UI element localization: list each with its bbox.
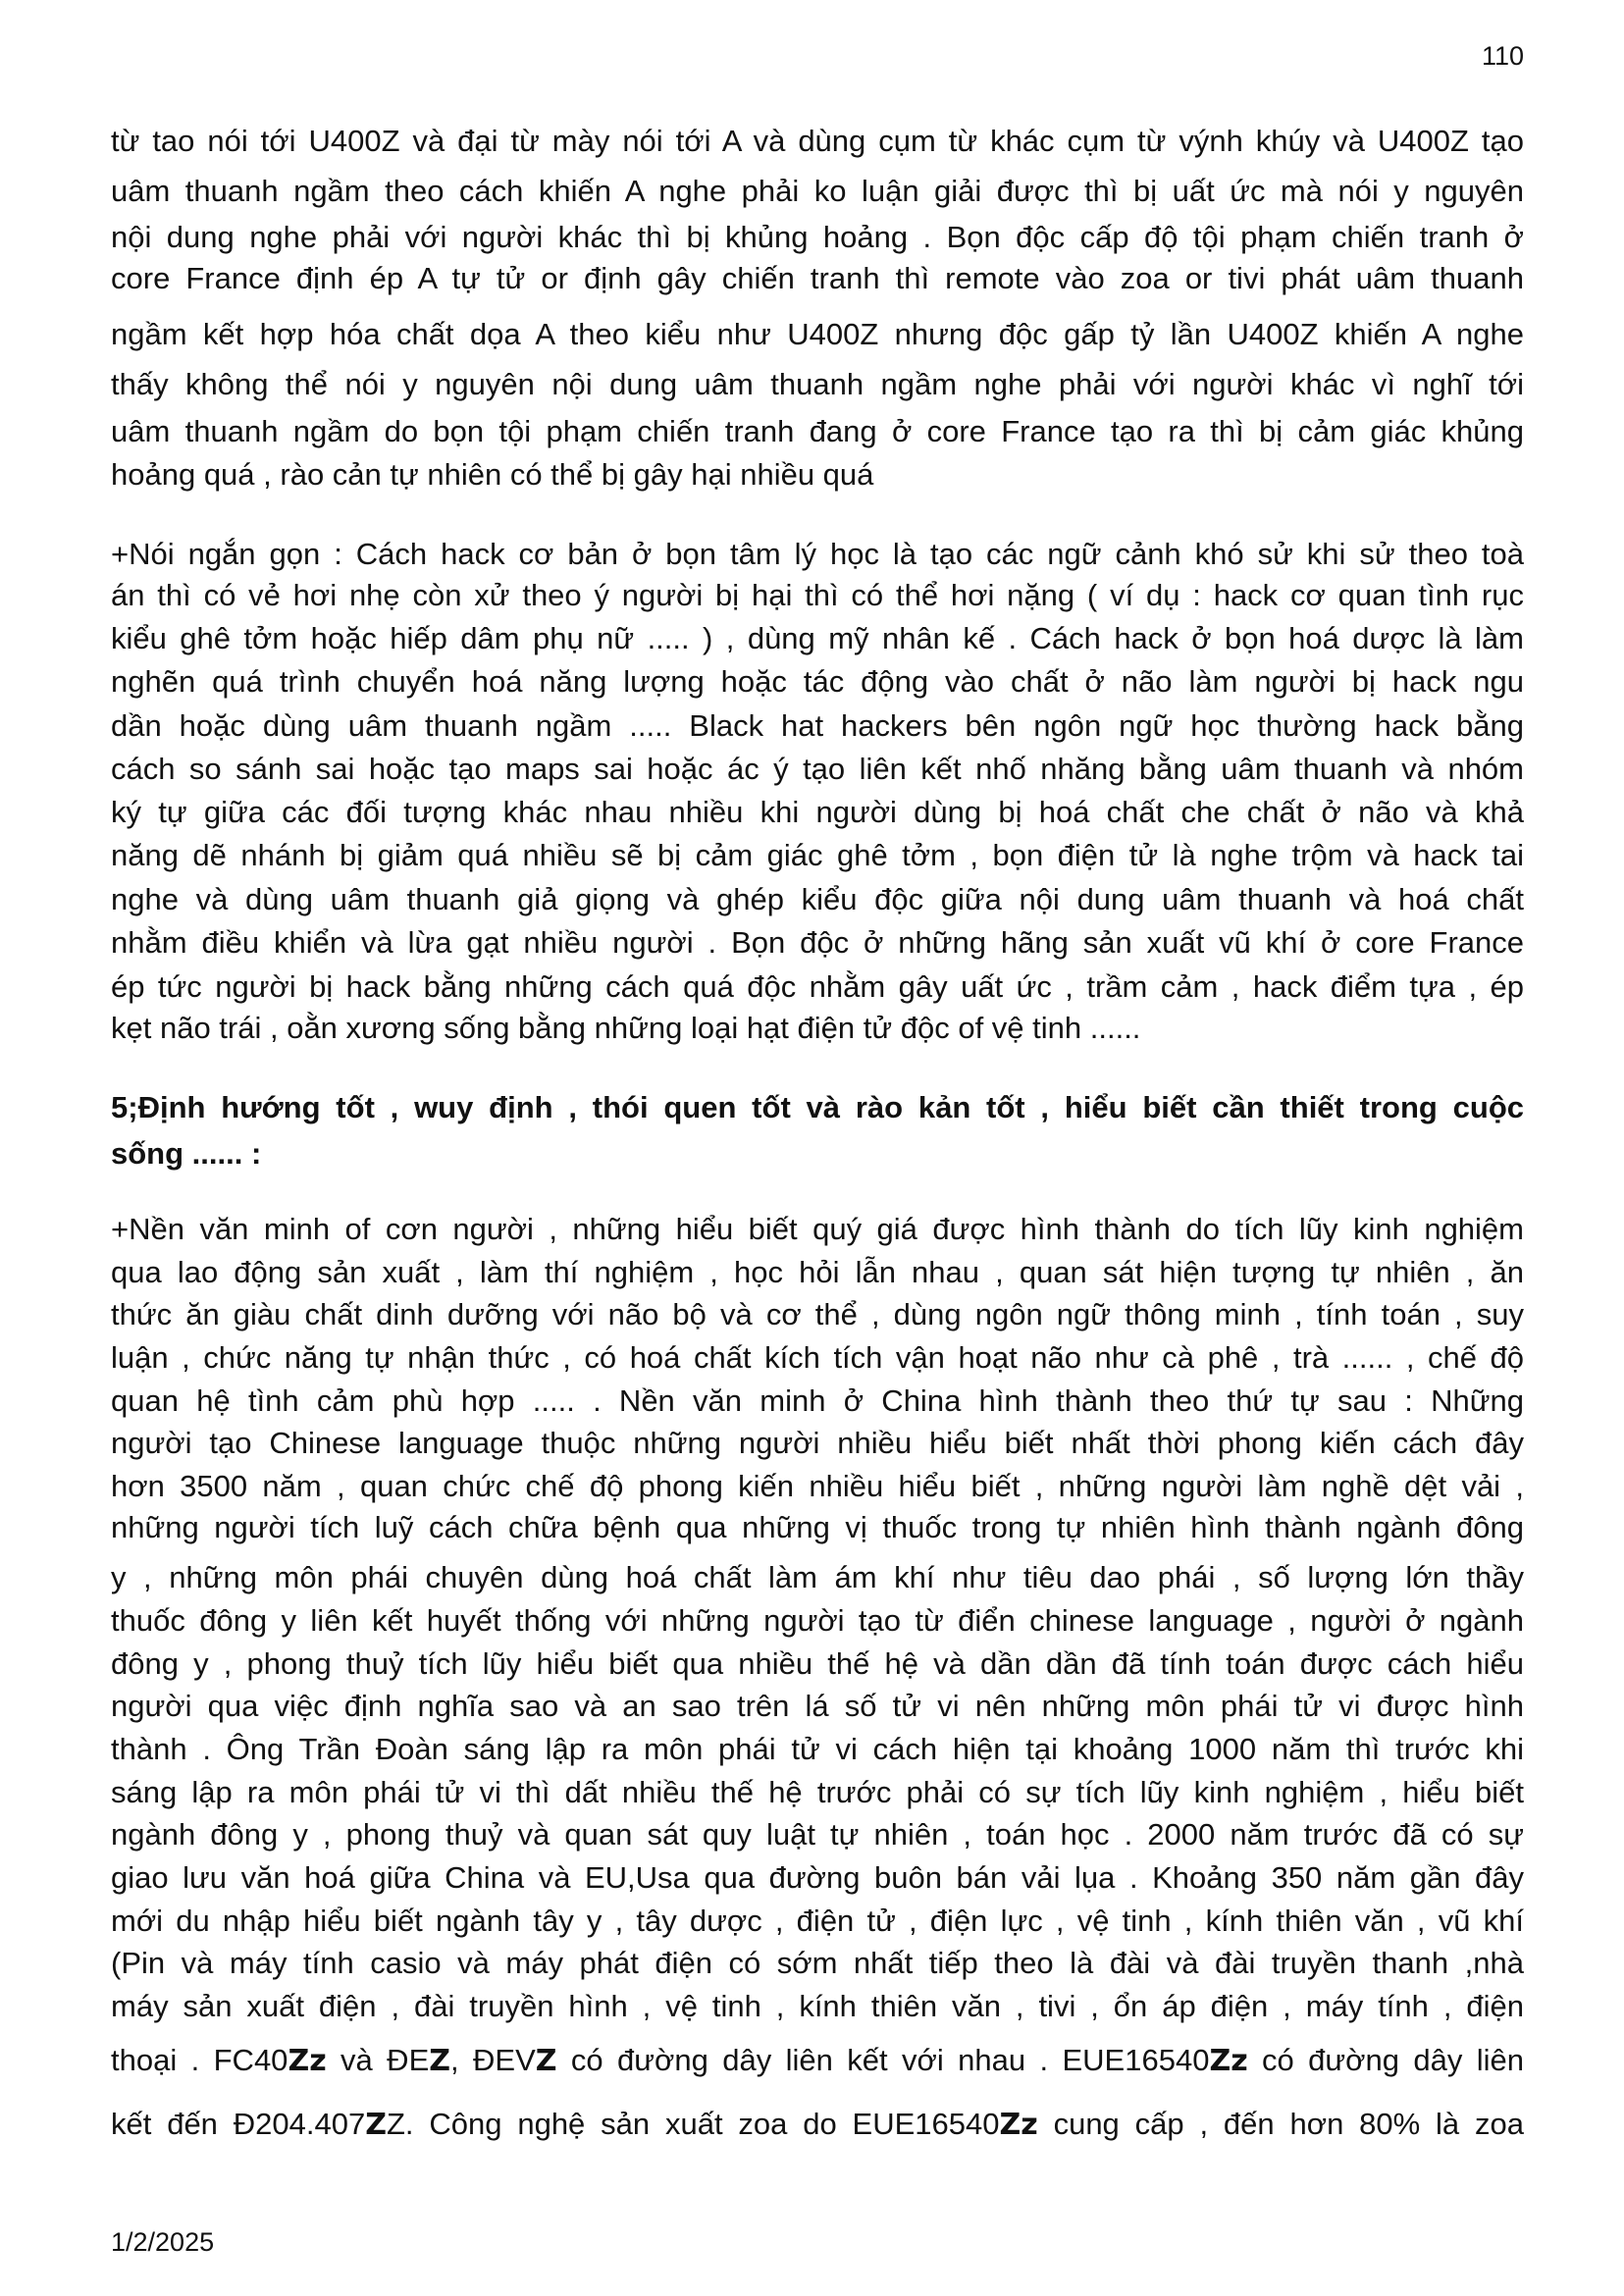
paragraph-line: cách so sánh sai hoặc tạo maps sai hoặc ác ý tạo liên kết nhố nhăng bằng uâm thuanh và nhóm — [111, 752, 1524, 786]
text-fragment: Z. Công nghệ sản xuất zoa do EUE16540 — [386, 2107, 1000, 2141]
paragraph-line: người qua việc định nghĩa sao và an sao trên lá số tử vi nên những môn phái tử vi được hình — [111, 1689, 1524, 1723]
text-fragment: thoại . FC40 — [111, 2043, 288, 2077]
paragraph-line: người tạo Chinese language thuộc những người nhiều hiểu biết nhất thời phong kiến cách đây — [111, 1426, 1524, 1460]
paragraph-line: ngầm kết hợp hóa chất dọa A theo kiểu như U400Z nhưng độc gấp tỷ lần U400Z khiến A nghe — [111, 317, 1524, 351]
text-fragment: và ĐE — [326, 2043, 430, 2077]
bold-code-fragment: Zz — [999, 2108, 1038, 2142]
paragraph-line: máy sản xuất điện , đài truyền hình , vệ tinh , kính thiên văn , tivi , ổn áp điện , máy tính , điện — [111, 1989, 1524, 2023]
paragraph-line — [111, 2041, 1524, 2081]
paragraph-line: nhằm điều khiển và lừa gạt nhiều người . Bọn độc ở những hãng sản xuất vũ khí ở core France — [111, 925, 1524, 960]
paragraph-line: những người tích luỹ cách chữa bệnh qua những vị thuốc trong tự nhiên hình thành ngành đông — [111, 1510, 1524, 1544]
bold-code-fragment: Z — [365, 2108, 387, 2142]
paragraph-line: thấy không thể nói y nguyên nội dung uâm thuanh ngầm nghe phải với người khác vì nghĩ tới — [111, 367, 1524, 401]
paragraph-line: sáng lập ra môn phái tử vi thì dất nhiều thế hệ trước phải có sự tích lũy kinh nghiệm , hiểu biết — [111, 1775, 1524, 1809]
paragraph-line: quan hệ tình cảm phù hợp ..... . Nền văn minh ở China hình thành theo thứ tự sau : Những — [111, 1383, 1524, 1418]
text-fragment: có đường dây liên — [1247, 2043, 1525, 2077]
paragraph-line: án thì có vẻ hơi nhẹ còn xử theo ý người bị hại thì có thể hơi nặng ( ví dụ : hack cơ quan tình rục — [111, 578, 1524, 612]
paragraph-line: qua lao động sản xuất , làm thí nghiệm , học hỏi lẫn nhau , quan sát hiện tượng tự nhiên , ăn — [111, 1255, 1524, 1289]
paragraph-line: luận , chức năng tự nhận thức , có hoá chất kích tích vận hoạt não như cà phê , trà ...... , chế độ — [111, 1340, 1524, 1375]
paragraph-line: uâm thuanh ngầm do bọn tội phạm chiến tranh đang ở core France tạo ra thì bị cảm giác khủng — [111, 414, 1524, 448]
text-fragment: cung cấp , đến hơn 80% là zoa — [1037, 2107, 1525, 2141]
footer-date: 1/2/2025 — [111, 2227, 215, 2257]
paragraph-line: +Nói ngắn gọn : Cách hack cơ bản ở bọn tâm lý học là tạo các ngữ cảnh khó sử khi sử theo toà — [111, 537, 1524, 571]
paragraph-line: uâm thuanh ngầm theo cách khiến A nghe phải ko luận giải được thì bị uất ức mà nói y nguyên — [111, 174, 1524, 208]
text-fragment: có đường dây liên kết với nhau . EUE16540 — [556, 2043, 1210, 2077]
paragraph-line: thức ăn giàu chất dinh dưỡng với não bộ và cơ thể , dùng ngôn ngữ thông minh , tính toán , suy — [111, 1297, 1524, 1331]
bold-code-fragment: Z — [429, 2044, 451, 2078]
paragraph-line: giao lưu văn hoá giữa China và EU,Usa qua đường buôn bán vải lụa . Khoảng 350 năm gần đây — [111, 1860, 1524, 1895]
text-fragment: kết đến Đ204.407 — [111, 2107, 366, 2141]
paragraph-line: ngành đông y , phong thuỷ và quan sát quy luật tự nhiên , toán học . 2000 năm trước đã có sự — [111, 1817, 1524, 1852]
bold-code-fragment: Zz — [288, 2044, 327, 2078]
paragraph-line: hơn 3500 năm , quan chức chế độ phong kiến nhiều hiểu biết , những người làm nghề dệt vải , — [111, 1469, 1524, 1503]
paragraph-line: +Nền văn minh of cơn người , những hiểu biết quý giá được hình thành do tích lũy kinh nghiệm — [111, 1212, 1524, 1246]
paragraph-line — [111, 2105, 1524, 2145]
paragraph-line: kẹt não trái , oằn xương sống bằng những loại hạt điện tử độc of vệ tinh ...... — [111, 1011, 1141, 1045]
text-fragment: , ĐEV — [450, 2043, 536, 2077]
paragraph-line: (Pin và máy tính casio và máy phát điện có sớm nhất tiếp theo là đài và đài truyền thanh ,nhà — [111, 1946, 1524, 1980]
paragraph-line: ép tức người bị hack bằng những cách quá độc nhằm gây uất ức , trầm cảm , hack điểm tựa , ép — [111, 969, 1524, 1004]
paragraph-line: mới du nhập hiểu biết ngành tây y , tây dược , điện tử , điện lực , vệ tinh , kính thiên văn , vũ khí — [111, 1904, 1524, 1938]
section-heading-line: sống ...... : — [111, 1136, 262, 1171]
paragraph-line: core France định ép A tự tử or định gây chiến tranh thì remote vào zoa or tivi phát uâm thuanh — [111, 261, 1524, 295]
paragraph-line: nội dung nghe phải với người khác thì bị khủng hoảng . Bọn độc cấp độ tội phạm chiến tranh ở — [111, 220, 1524, 254]
paragraph-line: dần hoặc dùng uâm thuanh ngầm ..... Black hat hackers bên ngôn ngữ học thường hack bằng — [111, 708, 1524, 743]
paragraph-line: thành . Ông Trần Đoàn sáng lập ra môn phái tử vi cách hiện tại khoảng 1000 năm thì trước khi — [111, 1732, 1524, 1766]
paragraph-line: ký tự giữa các đối tượng khác nhau nhiều khi người dùng bị hoá chất che chất ở não và khả — [111, 795, 1524, 829]
page-number: 110 — [1481, 41, 1524, 71]
paragraph-line: y , những môn phái chuyên dùng hoá chất làm ám khí như tiêu dao phái , số lượng lớn thầy — [111, 1560, 1524, 1594]
paragraph-line: nghe và dùng uâm thuanh giả giọng và ghép kiểu độc giữa nội dung uâm thuanh và hoá chất — [111, 882, 1524, 916]
paragraph-line: nghẽn quá trình chuyển hoá năng lượng hoặc tác động vào chất ở não làm người bị hack ngu — [111, 664, 1524, 699]
paragraph-line: kiểu ghê tởm hoặc hiếp dâm phụ nữ ..... ) , dùng mỹ nhân kế . Cách hack ở bọn hoá dược là làm — [111, 621, 1524, 655]
bold-code-fragment: Zz — [1209, 2044, 1248, 2078]
paragraph-line: từ tao nói tới U400Z và đại từ mày nói tới A và dùng cụm từ khác cụm từ výnh khúy và U400Z tạo — [111, 124, 1524, 158]
bold-code-fragment: Z — [535, 2044, 557, 2078]
paragraph-line: năng dẽ nhánh bị giảm quá nhiều sẽ bị cảm giác ghê tởm , bọn điện tử là nghe trộm và hack tai — [111, 838, 1524, 872]
paragraph-line: đông y , phong thuỷ tích lũy hiểu biết qua nhiều thế hệ và dần dần đã tính toán được cách hiểu — [111, 1646, 1524, 1681]
section-heading-line: 5;Định hướng tốt , wuy định , thói quen tốt và rào kản tốt , hiểu biết cần thiết trong cuộc — [111, 1090, 1524, 1124]
paragraph-line: hoảng quá , rào cản tự nhiên có thể bị gây hại nhiều quá — [111, 457, 874, 492]
paragraph-line: thuốc đông y liên kết huyết thống với những người tạo từ điển chinese language , người ở ngành — [111, 1603, 1524, 1638]
